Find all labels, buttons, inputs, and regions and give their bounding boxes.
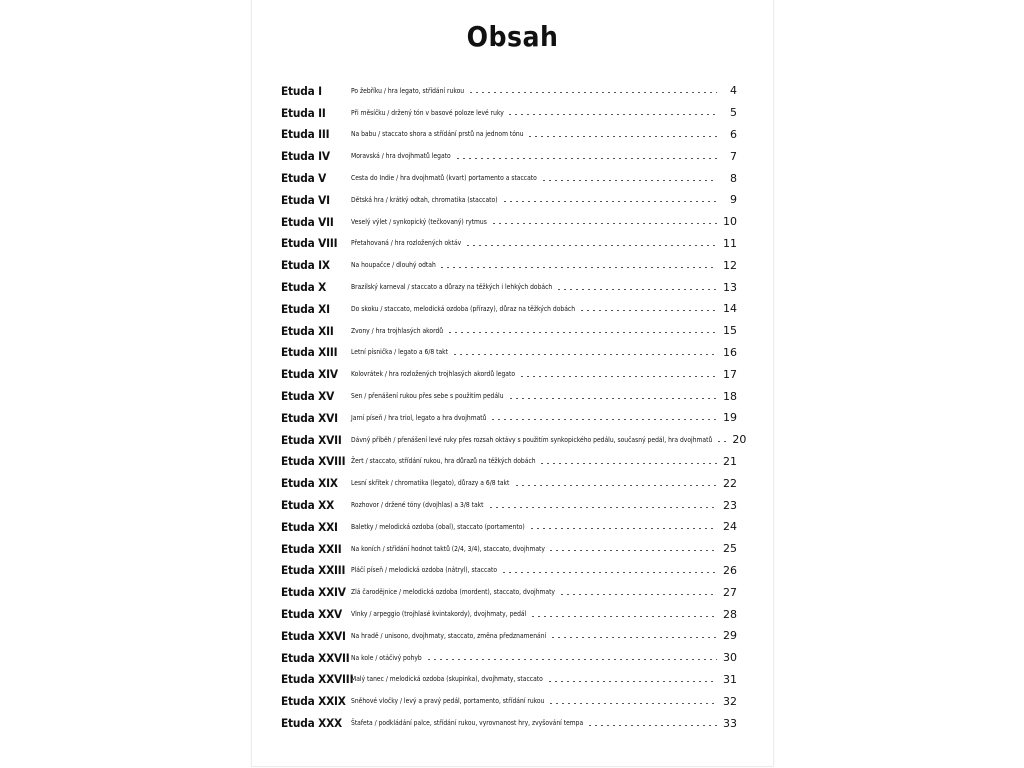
page-number: 24 [723,520,737,534]
page-number: 17 [723,367,737,381]
etude-name: Etuda XXV [281,607,343,622]
etude-description: Zlá čarodějnice / melodická ozdoba (mordent), staccato, dvojhmaty [351,588,556,597]
page-number: 31 [723,672,737,686]
etude-description: Na kole / otáčivý pohyb [351,653,422,662]
dot-leader [465,245,717,246]
document-page [251,0,774,767]
etude-description: Brazilský karneval / staccato a důrazy na těžkých i lehkých dobách [351,283,553,292]
etude-name: Etuda XXI [281,519,338,534]
etude-description: Baletky / melodická ozdoba (obal), staccato (portamento) [351,522,525,531]
dot-leader [548,703,717,704]
dot-leader [587,725,717,726]
toc-entry [281,145,737,167]
toc-entry [281,211,737,233]
etude-name: Etuda XXX [281,716,343,730]
etude-name: Etuda XXVII [281,650,350,665]
dot-leader [426,659,717,660]
etude-name: Etuda VIII [281,236,338,251]
etude-description: Dávný příběh / přenášení levé ruky přes rozsah oktávy s použitím synkopického pedálu, současný pedál, hra dvojhmatů [351,435,713,444]
etude-name: Etuda VII [281,214,334,229]
etude-description: Lesní skřítek / chromatika (legato), důrazy a 6/8 takt [351,479,510,488]
toc-entry [281,712,737,734]
dot-leader [716,441,726,442]
dot-leader [468,92,717,93]
etude-name: Etuda XXVIII [281,672,354,687]
toc-entry [281,625,737,647]
etude-description: Vlnky / arpeggio (trojhlasé kvintakordy), dvojhmaty, pedál [351,610,527,619]
dot-leader [514,485,717,486]
etude-name: Etuda XIX [281,476,338,491]
etude-description: Dětská hra / krátký odtah, chromatika (staccato) [351,195,498,204]
table-of-contents [281,80,747,734]
etude-description: Cesta do Indie / hra dvojhmatů (kvart) portamento a staccato [351,174,537,183]
toc-entry [281,581,737,603]
etude-description: Na koních / střídání hodnot taktů (2/4, 3/4), staccato, dvojhmaty [351,544,545,553]
toc-entry [281,407,737,429]
page-number: 10 [723,215,737,229]
toc-entry [281,80,737,102]
toc-entry [281,189,737,211]
dot-leader [539,463,717,464]
etude-description: Sen / přenášení rukou přes sebe s použitím pedálu [351,392,504,401]
dot-leader [488,507,717,508]
etude-description: Pláčí píseň / melodická ozdoba (nátryl), staccato [351,566,498,575]
dot-leader [547,681,717,682]
toc-entry [281,647,737,669]
etude-description: Štafeta / podkládání palce, střídání rukou, vyrovnanost hry, zvyšování tempa [351,719,584,727]
page-number: 22 [723,476,737,490]
dot-leader [502,201,717,202]
dot-leader [491,223,717,224]
etude-description: Do skoku / staccato, melodická ozdoba (přírazy), důraz na těžkých dobách [351,304,576,313]
toc-entry [281,603,737,625]
toc-entry [281,538,737,560]
toc-entry [281,320,737,342]
etude-name: Etuda II [281,105,326,120]
etude-name: Etuda XVI [281,410,338,425]
etude-description: Na hradě / unisono, dvojhmaty, staccato, změna předznamenání [351,631,547,640]
page-number: 25 [723,542,737,556]
toc-entry [281,254,737,276]
page-number: 23 [723,498,737,512]
etude-name: Etuda IX [281,258,330,273]
dot-leader [452,354,717,355]
page-number: 12 [723,258,737,272]
etude-description: Přetahovaná / hra rozložených oktáv [351,239,462,248]
etude-description: Rozhovor / držené tóny (dvojhlas) a 3/8 takt [351,501,484,510]
etude-name: Etuda XXIX [281,694,346,709]
etude-description: Zvony / hra trojhlasých akordů [351,326,444,335]
dot-leader [527,136,717,137]
page-number: 20 [732,433,747,447]
page-number: 15 [723,324,737,338]
toc-entry [281,233,737,255]
etude-description: Žert / staccato, střídání rukou, hra důrazů na těžkých dobách [351,457,536,466]
etude-name: Etuda XIII [281,345,338,360]
etude-description: Sněhové vločky / levý a pravý pedál, portamento, střídání rukou [351,697,545,706]
page-number: 13 [723,280,737,294]
dot-leader [559,594,717,595]
etude-description: Malý tanec / melodická ozdoba (skupinka), dvojhmaty, staccato [351,675,543,684]
dot-leader [541,180,717,181]
page-number: 7 [730,149,737,163]
etude-name: Etuda XXII [281,541,342,556]
page-number: 14 [723,302,737,316]
page-number: 29 [723,629,737,643]
etude-description: Na babu / staccato shora a střídání prstů na jednom tónu [351,130,524,139]
etude-name: Etuda IV [281,149,330,164]
toc-entry [281,494,737,516]
toc-entry [281,276,737,298]
page-number: 19 [723,411,737,425]
toc-entry [281,560,737,582]
page-number: 21 [723,454,737,468]
page-number: 26 [723,563,737,577]
toc-entry [281,690,737,712]
page-number: 18 [723,389,737,403]
etude-description: Při měsíčku / držený tón v basové poloze levé ruky [351,108,504,117]
etude-description: Na houpačce / dlouhý odtah [351,261,436,270]
etude-description: Po žebříku / hra legato, střídání rukou [351,86,465,95]
toc-entry [281,472,737,494]
dot-leader [548,550,717,551]
page-number: 32 [723,694,737,708]
etude-name: Etuda XXVI [281,628,346,643]
dot-leader [507,114,717,115]
page-number: 5 [730,106,737,120]
page-number: 8 [730,171,737,185]
etude-description: Moravská / hra dvojhmatů legato [351,152,451,161]
page-number: 4 [730,84,737,98]
page-number: 11 [723,236,737,250]
etude-name: Etuda XII [281,323,334,338]
dot-leader [550,637,717,638]
etude-name: Etuda XIV [281,367,338,382]
etude-name: Etuda XXIII [281,563,346,578]
etude-description: Veselý výlet / synkopický (tečkovaný) rytmus [351,217,487,226]
page-number: 33 [723,716,737,730]
etude-description: Kolovrátek / hra rozložených trojhlasých akordů legato [351,370,516,379]
toc-entry [281,429,747,451]
page-number: 30 [723,651,737,665]
toc-entry [281,385,737,407]
dot-leader [447,332,717,333]
page-number: 16 [723,345,737,359]
etude-description: Jarní píseň / hra triol, legato a hra dvojhmatů [351,413,487,422]
toc-entry [281,516,737,538]
etude-description: Letní písnička / legato a 6/8 takt [351,348,449,357]
etude-name: Etuda V [281,171,327,186]
etude-name: Etuda XV [281,389,335,404]
page-number: 6 [730,127,737,141]
dot-leader [455,158,717,159]
etude-name: Etuda III [281,127,330,142]
page-number: 28 [723,607,737,621]
dot-leader [508,398,717,399]
page-number: 9 [730,193,737,207]
toc-entry [281,363,737,385]
etude-name: Etuda XX [281,498,335,513]
dot-leader [579,310,717,311]
dot-leader [519,376,717,377]
etude-name: Etuda I [281,83,322,98]
toc-entry [281,342,737,364]
etude-name: Etuda X [281,280,327,295]
toc-entry [281,451,737,473]
toc-entry [281,102,737,124]
toc-entry [281,124,737,146]
toc-entry [281,167,737,189]
dot-leader [501,572,717,573]
dot-leader [529,528,717,529]
dot-leader [556,289,717,290]
etude-name: Etuda XVII [281,432,342,447]
toc-entry [281,298,737,320]
dot-leader [530,616,717,617]
etude-name: Etuda XI [281,301,330,316]
etude-name: Etuda VI [281,192,330,207]
page-number: 27 [723,585,737,599]
etude-name: Etuda XXIV [281,585,346,600]
etude-name: Etuda XVIII [281,454,346,469]
dot-leader [439,267,717,268]
page-title: Obsah [466,20,559,53]
dot-leader [490,419,717,420]
toc-entry [281,669,737,691]
